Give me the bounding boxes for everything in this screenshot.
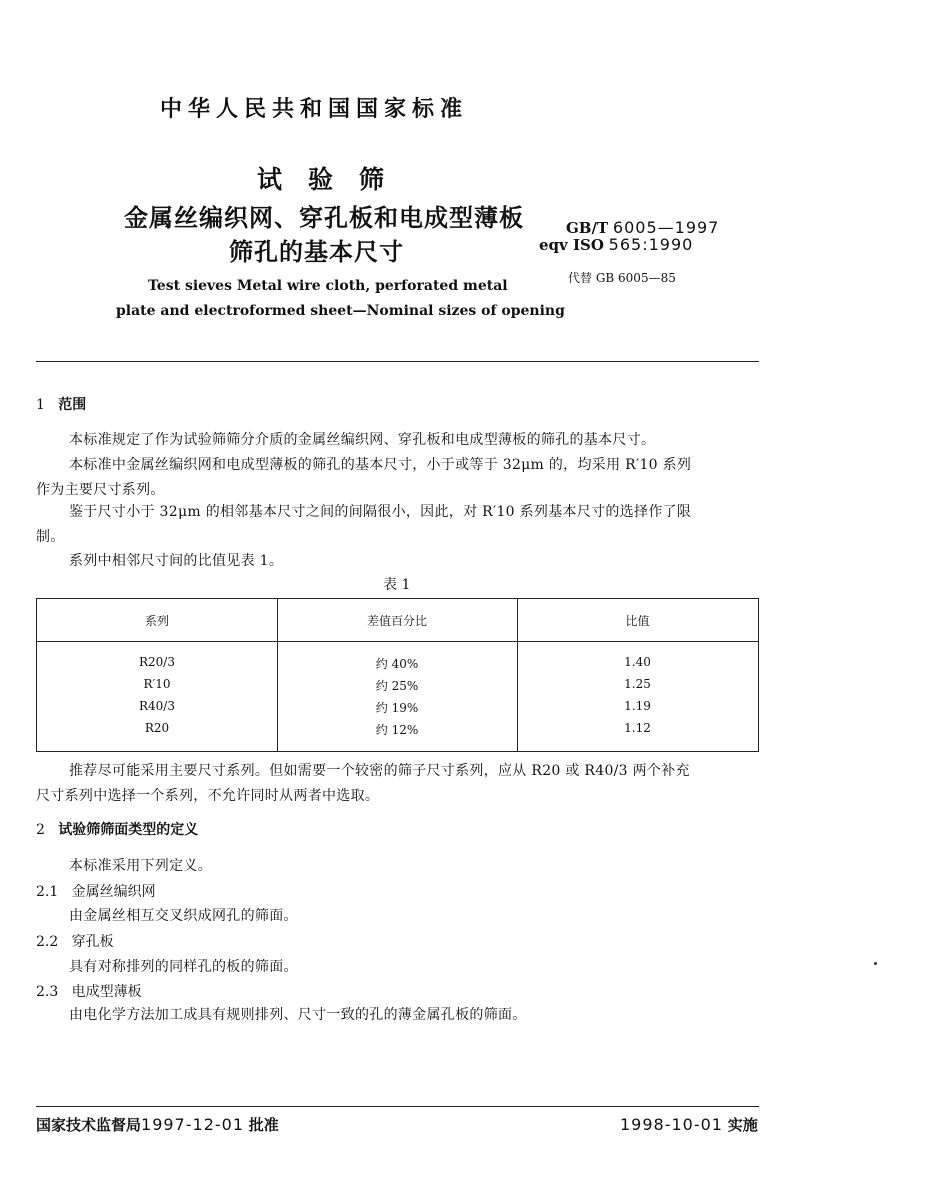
- section-2-intro: 本标准采用下列定义。: [69, 858, 212, 874]
- section-1-paragraph: 推荐尽可能采用主要尺寸系列。但如需要一个较密的筛子尺寸系列，应从 R20 或 R40/3 两个补充: [69, 763, 690, 779]
- title-line-1: 试验筛: [257, 165, 411, 194]
- table-cell: 1.12: [624, 721, 651, 735]
- table-cell: 约 12%: [375, 723, 419, 737]
- section-1-paragraph: 作为主要尺寸系列。: [36, 482, 165, 498]
- definition-number: 2.3: [36, 984, 59, 1000]
- table-cell: 约 19%: [375, 701, 419, 715]
- table-cell: R20: [144, 721, 170, 735]
- approver: 国家技术监督局: [36, 1116, 142, 1134]
- definition-heading: [36, 881, 156, 901]
- table-header-cell: 差值百分比: [366, 614, 427, 628]
- header-divider: [36, 361, 759, 362]
- scan-speck: [874, 962, 877, 965]
- table-cell: 1.25: [624, 677, 651, 691]
- title-line-3: 筛孔的基本尺寸: [229, 237, 404, 266]
- definition-heading: [36, 931, 114, 951]
- issuing-organization: 中华人民共和国国家标准: [160, 96, 469, 122]
- section-1-paragraph: 系列中相邻尺寸间的比值见表 1。: [69, 553, 284, 569]
- equivalent-code: 565:1990: [608, 235, 694, 254]
- section-1-paragraph: 本标准规定了作为试验筛筛分介质的金属丝编织网、穿孔板和电成型薄板的筛孔的基本尺寸。: [69, 432, 656, 448]
- definition-body: 由金属丝相互交叉织成网孔的筛面。: [69, 908, 298, 924]
- section-1-title: 范围: [58, 397, 87, 413]
- equivalent-standard: [539, 235, 693, 254]
- standard-code: 6005—1997: [612, 218, 720, 237]
- section-1-heading: [36, 394, 86, 414]
- table-header-cell: 系列: [144, 614, 169, 628]
- approval-line: [36, 1114, 279, 1135]
- section-1-paragraph: 尺寸系列中选择一个系列，不允许同时从两者中选取。: [36, 788, 380, 804]
- section-1-paragraph: 鉴于尺寸小于 32μm 的相邻基本尺寸之间的间隔很小，因此，对 R′10 系列基本尺寸的选择作了限: [69, 504, 692, 520]
- table-cell: R′10: [143, 677, 171, 691]
- english-title-line-2: plate and electroformed sheet—Nominal sizes of opening: [116, 303, 565, 319]
- table-cell: R40/3: [139, 699, 175, 713]
- section-1-number: 1: [36, 397, 45, 413]
- table-header-cell: 比值: [625, 614, 650, 628]
- definition-number: 2.2: [36, 934, 59, 950]
- footer-divider: [36, 1106, 759, 1107]
- title-line-2: 金属丝编织网、穿孔板和电成型薄板: [124, 203, 524, 232]
- section-2-number: 2: [36, 822, 45, 838]
- ratio-table: [36, 598, 759, 752]
- table-cell: 约 25%: [375, 679, 419, 693]
- definition-body: 由电化学方法加工成具有规则排列、尺寸一致的孔的薄金属孔板的筛面。: [69, 1007, 527, 1023]
- table-cell: 1.19: [624, 699, 651, 713]
- definition-number: 2.1: [36, 884, 59, 900]
- section-2-title: 试验筛筛面类型的定义: [58, 822, 199, 838]
- equivalent-prefix: eqv ISO: [539, 236, 604, 254]
- section-1-paragraph: 制。: [36, 529, 65, 545]
- definition-term: 金属丝编织网: [71, 884, 156, 900]
- effective-word: 实施: [727, 1116, 758, 1134]
- definition-heading: [36, 981, 142, 1001]
- table-cell: 约 40%: [375, 657, 419, 671]
- table-cell: R20/3: [139, 655, 175, 669]
- table-header-divider: [37, 641, 758, 642]
- approval-word: 批准: [248, 1116, 279, 1134]
- definition-term: 电成型薄板: [71, 984, 142, 1000]
- approval-date: 1997-12-01: [141, 1115, 244, 1134]
- definition-body: 具有对称排列的同样孔的板的筛面。: [69, 959, 298, 975]
- standard-prefix: GB/T: [566, 219, 609, 237]
- section-1-paragraph: 本标准中金属丝编织网和电成型薄板的筛孔的基本尺寸，小于或等于 32μm 的，均采用 R′10 系列: [69, 457, 692, 473]
- table-caption: 表 1: [383, 577, 411, 593]
- section-2-heading: [36, 819, 198, 839]
- replaces-note: 代替 GB 6005—85: [568, 271, 676, 285]
- table-cell: 1.40: [624, 655, 651, 669]
- effective-line: [620, 1114, 758, 1135]
- english-title-line-1: Test sieves Metal wire cloth, perforated metal: [148, 278, 508, 294]
- effective-date: 1998-10-01: [620, 1115, 723, 1134]
- definition-term: 穿孔板: [71, 934, 114, 950]
